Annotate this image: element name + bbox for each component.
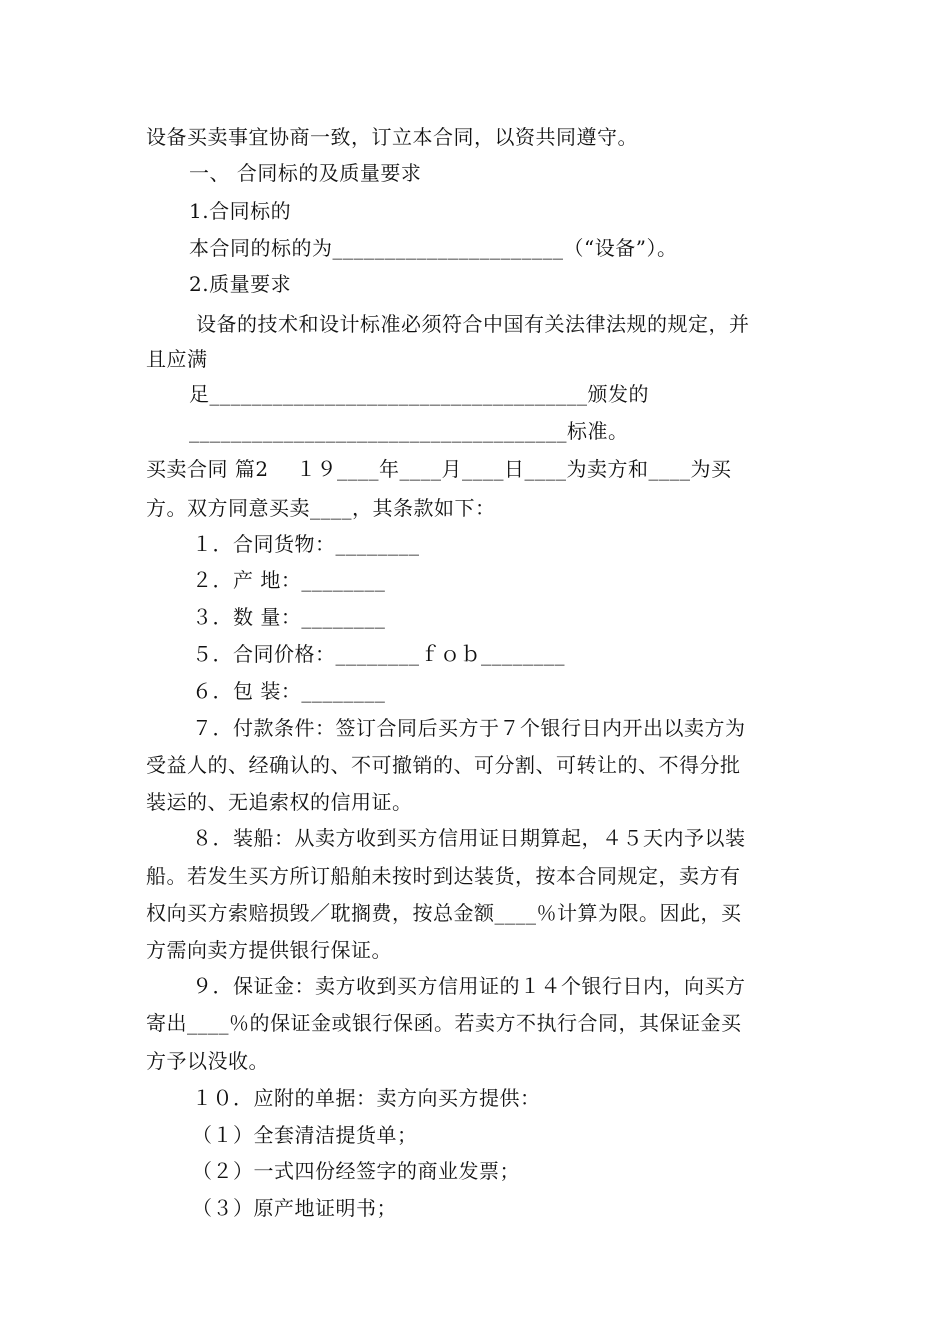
list-item: （２）一式四份经签字的商业发票； xyxy=(192,1159,520,1183)
clause-line: ８．装船：从卖方收到买方信用证日期算起，４５天内予以装 xyxy=(192,826,746,850)
clause-line: ２．产 地：________ xyxy=(192,568,386,592)
paragraph-line: 设备的技术和设计标准必须符合中国有关法律法规的规定，并 xyxy=(196,312,750,336)
section-heading: 一、 合同标的及质量要求 xyxy=(189,161,422,185)
paragraph-line: 方。双方同意买卖____，其条款如下： xyxy=(146,496,496,520)
clause-line: ３．数 量：________ xyxy=(192,605,386,629)
clause-line: １０．应附的单据：卖方向买方提供： xyxy=(192,1086,541,1110)
list-item: （３）原产地证明书； xyxy=(192,1196,397,1220)
clause-line: ７．付款条件：签订合同后买方于７个银行日内开出以卖方为 xyxy=(192,716,746,740)
clause-line: 寄出____％的保证金或银行保函。若卖方不执行合同，其保证金买 xyxy=(146,1011,742,1035)
subsection-heading: 1.合同标的 xyxy=(189,199,292,223)
clause-line: ５．合同价格：________ｆｏｂ________ xyxy=(192,642,565,666)
clause-line: 装运的、无追索权的信用证。 xyxy=(146,790,413,814)
paragraph-line: 设备买卖事宜协商一致，订立本合同，以资共同遵守。 xyxy=(146,125,638,149)
paragraph-line: 且应满 xyxy=(146,347,208,371)
clause-line: ９．保证金：卖方收到买方信用证的１４个银行日内，向买方 xyxy=(192,974,746,998)
clause-line: 权向买方索赔损毁／耽搁费，按总金额____％计算为限。因此，买 xyxy=(146,901,742,925)
list-item: （１）全套清洁提货单； xyxy=(192,1123,418,1147)
paragraph-line: 足____________________________________颁发的 xyxy=(189,382,649,406)
paragraph-line: 买卖合同 篇2 １９____年____月____日____为卖方和____为买 xyxy=(146,457,732,481)
paragraph-line: 本合同的标的为______________________（“设备”）。 xyxy=(189,236,678,260)
paragraph-line: ____________________________________标准。 xyxy=(189,419,629,443)
clause-line: ６．包 装：________ xyxy=(192,679,386,703)
subsection-heading: 2.质量要求 xyxy=(189,272,292,296)
clause-line: 受益人的、经确认的、不可撤销的、可分割、可转让的、不得分批 xyxy=(146,753,741,777)
clause-line: １．合同货物：________ xyxy=(192,532,420,556)
clause-line: 船。若发生买方所订船舶未按时到达装货，按本合同规定，卖方有 xyxy=(146,864,741,888)
clause-line: 方需向卖方提供银行保证。 xyxy=(146,938,392,962)
clause-line: 方予以没收。 xyxy=(146,1049,269,1073)
